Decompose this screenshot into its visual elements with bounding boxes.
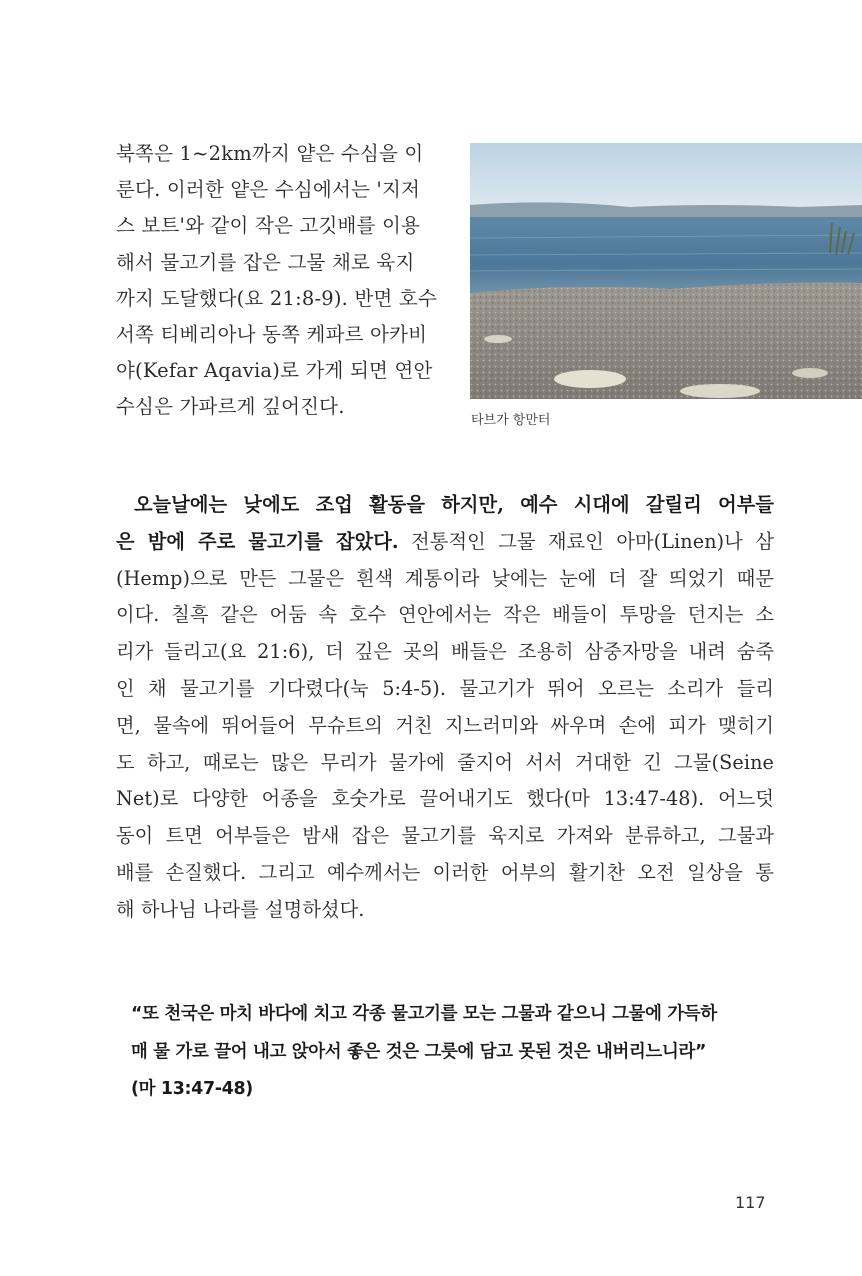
intro-line: 서쪽 티베리아나 동쪽 케파르 아카비: [116, 323, 428, 347]
intro-line: 북쪽은 1~2km까지 얕은 수심을 이: [116, 142, 424, 165]
intro-line: 수심은 가파르게 깊어진다.: [116, 395, 345, 419]
body-line: 이다. 칠흑 같은 어둠 속 호수 연안에서는 작은 배들이 투망을 던지는 소: [116, 603, 774, 627]
body-line: (Hemp)으로 만든 그물은 흰색 계통이라 낮에는 눈에 더 잘 띄었기 때문: [116, 566, 774, 590]
body-bold-line: 오늘날에는 낮에도 조업 활동을 하지만, 예수 시대에 갈릴리 어부들: [134, 493, 774, 516]
body-line-rest: 전통적인 그물 재료인 아마(Linen)나 삼: [398, 529, 775, 553]
body-line: 리가 들리고(요 21:6), 더 깊은 곳의 배들은 조용히 삼중자망을 내려 숨죽: [116, 640, 774, 664]
body-line: 해 하나님 나라를 설명하셨다.: [116, 897, 365, 921]
scripture-quote: [131, 996, 771, 1109]
photo-caption: 타브가 항만터: [471, 413, 551, 428]
body-bold-sentence-end: 은 밤에 주로 물고기를 잡았다.: [116, 529, 399, 553]
page-number: 117: [735, 1193, 766, 1212]
intro-line: 야(Kefar Aqavia)로 가게 되면 연안: [116, 359, 433, 383]
intro-line: 스 보트'와 같이 작은 고깃배를 이용: [116, 214, 421, 238]
main-paragraph: [116, 487, 774, 929]
body-line: Net)로 다양한 어종을 호숫가로 끌어내기도 했다(마 13:47-48). 어느덧: [116, 787, 774, 811]
quote-line: 매 물 가로 끌어 내고 앉아서 좋은 것은 그릇에 담고 못된 것은 내버리느니라”: [131, 1041, 707, 1062]
intro-line: 해서 물고기를 잡은 그물 채로 육지: [116, 250, 415, 274]
body-line: 동이 트면 어부들은 밤새 잡은 물고기를 육지로 가져와 분류하고, 그물과: [116, 824, 774, 848]
lake-shore-photo: [470, 143, 862, 399]
photo-illustration: [470, 143, 862, 399]
body-line: 면, 물속에 뛰어들어 무슈트의 거친 지느러미와 싸우며 손에 피가 맺히기: [116, 713, 774, 737]
body-line: 배를 손질했다. 그리고 예수께서는 이러한 어부의 활기찬 오전 일상을 통: [116, 860, 774, 884]
body-line: [116, 524, 774, 561]
intro-paragraph: [116, 136, 446, 426]
intro-line: 룬다. 이러한 얕은 수심에서는 '지저: [116, 178, 421, 202]
quote-reference: (마 13:47-48): [131, 1079, 253, 1099]
quote-line: “또 천국은 마치 바다에 치고 각종 물고기를 모는 그물과 같으니 그물에 가득하: [131, 1004, 717, 1024]
body-line: 인 채 물고기를 기다렸다(눅 5:4-5). 물고기가 뛰어 오르는 소리가 들리: [116, 676, 774, 700]
body-line: 도 하고, 때로는 많은 무리가 물가에 줄지어 서서 거대한 긴 그물(Seine: [116, 750, 774, 774]
intro-line: 까지 도달했다(요 21:8-9). 반면 호수: [116, 286, 437, 310]
